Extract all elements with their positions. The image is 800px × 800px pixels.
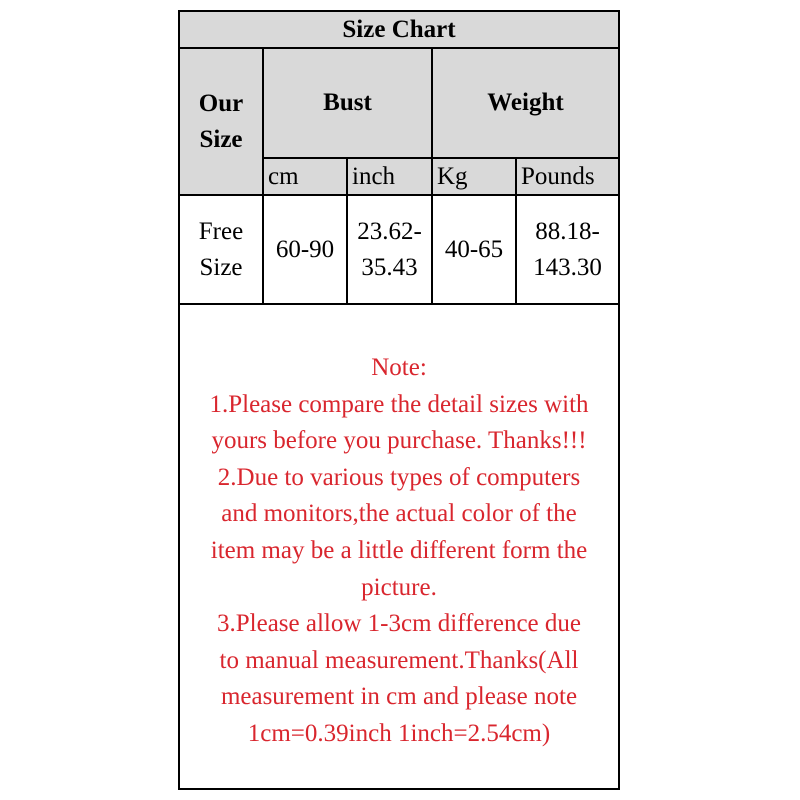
size-value-line1: Free xyxy=(198,217,244,245)
note-line: 1cm=0.39inch 1inch=2.54cm) xyxy=(247,719,551,747)
divider xyxy=(180,194,618,196)
weight-kg-value: 40-65 xyxy=(444,235,504,263)
unit-kg: Kg xyxy=(437,162,468,190)
note-line: to manual measurement.Thanks(All xyxy=(219,646,579,674)
our-size-header xyxy=(180,49,262,194)
divider xyxy=(431,47,433,305)
note-line: item may be a little different form the xyxy=(210,536,588,564)
size-chart-table xyxy=(178,10,620,790)
size-note xyxy=(180,350,618,753)
weight-header: Weight xyxy=(487,89,564,116)
weight-pounds-line2: 143.30 xyxy=(533,253,602,281)
unit-pounds: Pounds xyxy=(521,162,595,190)
divider xyxy=(262,47,264,305)
unit-cm: cm xyxy=(268,162,299,190)
bust-cm-value: 60-90 xyxy=(275,235,335,263)
weight-pounds-line1: 88.18- xyxy=(535,217,600,245)
divider xyxy=(180,303,618,305)
our-size-header-line2: Size xyxy=(199,125,243,153)
bust-inch-value xyxy=(348,196,431,303)
weight-pounds-value xyxy=(517,196,618,303)
bust-inch-line2: 35.43 xyxy=(361,253,418,281)
divider xyxy=(180,47,618,49)
note-line: 3.Please allow 1-3cm difference due xyxy=(217,610,581,638)
table-title: Size Chart xyxy=(342,15,456,43)
note-line: picture. xyxy=(361,573,437,601)
size-value-line2: Size xyxy=(199,253,243,281)
note-line: measurement in cm and please note xyxy=(220,683,578,711)
note-line: yours before you purchase. Thanks!!! xyxy=(211,427,587,455)
note-heading: Note: xyxy=(371,354,427,381)
note-line: and monitors,the actual color of the xyxy=(221,500,577,528)
bust-inch-line1: 23.62- xyxy=(357,217,422,245)
bust-header: Bust xyxy=(323,89,372,116)
note-line: 1.Please compare the detail sizes with xyxy=(209,390,589,418)
divider xyxy=(346,157,348,305)
unit-inch: inch xyxy=(352,162,396,190)
our-size-header-line1: Our xyxy=(198,89,244,117)
divider xyxy=(515,157,517,305)
divider xyxy=(264,157,618,159)
note-line: 2.Due to various types of computers xyxy=(217,463,581,491)
size-value xyxy=(180,196,262,303)
